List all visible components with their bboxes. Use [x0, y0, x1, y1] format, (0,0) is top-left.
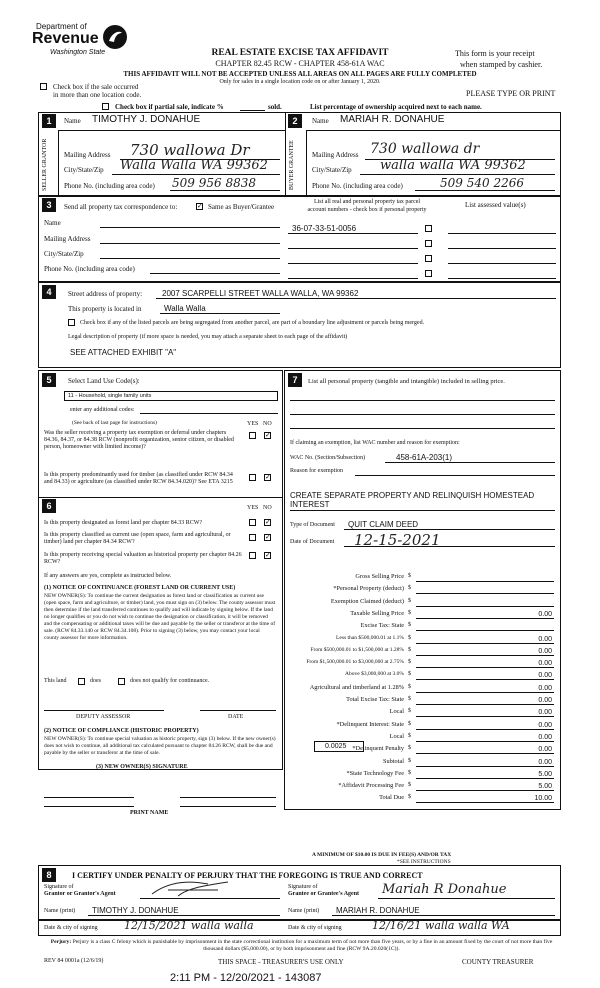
section-7-number: 7 — [288, 373, 302, 387]
tax-row-line — [416, 741, 554, 742]
tax-row-value[interactable]: 0.00 — [538, 672, 552, 680]
print-name-label: PRINT NAME — [130, 810, 169, 816]
accept-notice: THIS AFFIDAVIT WILL NOT BE ACCEPTED UNLESS ALL AREAS ON ALL PAGES ARE FULLY COMPLETED — [123, 70, 477, 78]
s5-q2-no[interactable]: ✓ — [265, 473, 271, 481]
tax-row-value[interactable]: 0.00 — [538, 721, 552, 729]
tax-row-line — [416, 606, 554, 607]
parcel-list-header-1: List all real and personal property tax parcel — [313, 199, 421, 205]
tax-row-line — [416, 790, 554, 791]
tax-row-dollar: $ — [408, 659, 411, 666]
tax-row-dollar: $ — [408, 708, 411, 715]
deputy-date-label: DATE — [228, 714, 244, 720]
tax-row-line — [416, 593, 554, 594]
tax-row-label: From $1,500,000.01 to $3,000,000 at 2.75% — [306, 659, 404, 666]
ownership-note: List percentage of ownership acquired next to each name. — [310, 103, 482, 111]
reason-label: Reason for exemption — [290, 468, 343, 474]
tax-row-dollar: $ — [408, 794, 411, 801]
tax-row-value[interactable]: 0.00 — [538, 709, 552, 717]
buyer-city[interactable]: walla walla WA 99362 — [380, 158, 526, 173]
located-in[interactable]: Walla Walla — [164, 304, 206, 313]
segregated-checkbox[interactable] — [68, 319, 75, 326]
doc-type-label: Type of Document — [290, 522, 335, 528]
section-1-number: 1 — [42, 114, 56, 128]
tax-row-dollar: $ — [408, 609, 411, 616]
tax-row-value[interactable]: 0.00 — [538, 684, 552, 692]
does-label: does — [90, 678, 101, 684]
grantee-date-city-label: Date & city of signing — [288, 925, 342, 931]
doc-type[interactable]: QUIT CLAIM DEED — [348, 520, 419, 529]
sold-label: sold. — [268, 103, 282, 111]
seller-city[interactable]: Walla Walla WA 99362 — [120, 158, 268, 173]
buyer-name-label: Name — [312, 117, 329, 125]
does-not-label: does not qualify for continuance. — [130, 678, 210, 684]
grantee-signature[interactable]: Mariah R Donahue — [382, 882, 507, 897]
tax-row-value[interactable]: 0.00 — [538, 697, 552, 704]
street-label: Street address of property: — [68, 290, 143, 298]
section-8-number: 8 — [42, 868, 56, 882]
tax-row-label: Above $3,000,000 at 3.0% — [345, 671, 404, 678]
tax-row-label: Local — [389, 732, 404, 740]
single-location-note: Only for sales in a single location code on or after January 1, 2020. — [219, 79, 381, 85]
grantor-sig-label-2: Grantor or Grantor's Agent — [44, 891, 116, 897]
street-address[interactable]: 2007 SCARPELLI STREET WALLA WALLA, WA 99362 — [162, 289, 359, 298]
seller-side-label: SELLER GRANTOR — [42, 138, 48, 192]
tax-row-dollar: $ — [408, 634, 411, 641]
s6-q3-yes[interactable] — [249, 552, 256, 559]
tax-row-line — [416, 630, 554, 631]
assessed-header: List assessed value(s) — [465, 201, 526, 209]
grantee-sig-label-1: Signature of — [288, 884, 318, 890]
tax-row-dollar: $ — [408, 622, 411, 629]
tax-row-line — [416, 802, 554, 803]
land-use-label: Select Land Use Code(s): — [68, 377, 140, 385]
tax-row-dollar: $ — [408, 646, 411, 653]
tax-row-dollar: $ — [408, 745, 411, 752]
minimum-note: A MINIMUM OF $10.00 IS DUE IN FEE(S) AND/OR TAX — [312, 852, 452, 858]
treasurer-use-label: THIS SPACE - TREASURER'S USE ONLY — [218, 958, 344, 966]
tax-row-value[interactable]: 0.00 — [538, 733, 552, 741]
s6-question-1: Is this property designated as forest land per chapter 84.33 RCW? — [44, 520, 203, 526]
tax-row-line — [416, 778, 554, 779]
s3-phone-label: Phone No. (including area code) — [44, 265, 135, 273]
form-revision: REV 84 0001a (12/6/19) — [44, 958, 104, 964]
multi-location-checkbox[interactable] — [40, 83, 47, 90]
tax-row-label: Less than $500,000.01 at 1.1% — [336, 634, 404, 641]
wac-number[interactable]: 458-61A-203(1) — [396, 453, 453, 462]
legal-description[interactable]: SEE ATTACHED EXHIBIT "A" — [70, 348, 177, 357]
tax-row-dollar: $ — [408, 585, 411, 592]
county-treasurer-label: COUNTY TREASURER — [462, 958, 534, 966]
multi-location-label-1: Check box if the sale occurred — [53, 83, 139, 91]
receipt-line1: This form is your receipt — [455, 49, 535, 58]
tax-row-label: Exemption Claimed (deduct) — [330, 597, 404, 605]
personal-property-checkbox-2[interactable] — [425, 240, 432, 247]
s6-q3-no[interactable]: ✓ — [265, 551, 271, 559]
doc-date-label: Date of Document — [290, 539, 335, 545]
tax-row-dollar: $ — [408, 769, 411, 776]
s6-yes-label: YES — [247, 505, 259, 511]
tax-row-label: Agricultural and timberland at 1.28% — [309, 683, 404, 691]
s3-mailing-label: Mailing Address — [44, 235, 91, 243]
tax-row-label: Total Due — [379, 794, 404, 802]
section-2-number: 2 — [288, 114, 302, 128]
tax-row-value[interactable]: 10.00 — [534, 795, 552, 803]
grantor-date-city-label: Date & city of signing — [44, 925, 98, 931]
washington-logo-icon — [102, 24, 128, 50]
section-4-number: 4 — [42, 285, 56, 299]
tax-row-line — [416, 581, 554, 582]
tax-row-line — [416, 716, 554, 717]
parcel-number-1[interactable]: 36-07-33-51-0056 — [292, 224, 357, 233]
s6-no-label: NO — [263, 505, 272, 511]
notice-2-body: NEW OWNER(S): To continue special valuation as historic property, sign (3) below. If the new owner(s) does not wish to continue, all additional tax calculated pursuant to chapter 84.26 RCW, shall be due and payable by the seller or transferor at the time of sale. — [44, 736, 276, 756]
notice-1-body: NEW OWNER(S): To continue the current designation as forest land or classification as current use (open space, farm and agriculture, or timber) land, you must sign on (3) below. The county assessor must then determine if the land transferred continues to qualify and will indicate by signing below. If the land no longer qualifies or you do not wish to continue the designation or classification, it will be removed and the compensating or additional taxes will be due and payable by the seller or transferor at the time of sale. (RCW 84.33.140 or RCW 84.34.108). Prior to signing (3) below, you may contact your local county assessor for more information. — [44, 593, 276, 641]
if-yes-note: If any answers are yes, complete as instructed below. — [44, 573, 172, 579]
seller-mailing-label: Mailing Address — [64, 151, 111, 159]
buyer-phone-label: Phone No. (including area code) — [312, 182, 403, 190]
tax-row-label: Excise Tax: State — [360, 622, 404, 630]
seller-name[interactable]: TIMOTHY J. DONAHUE — [92, 114, 201, 125]
grantor-print-name[interactable]: TIMOTHY J. DONAHUE — [92, 906, 179, 915]
perjury-label: Perjury: — [50, 939, 72, 945]
personal-property-checkbox-3[interactable] — [425, 255, 432, 262]
deputy-assessor-label: DEPUTY ASSESSOR — [76, 714, 131, 720]
land-use-select[interactable] — [64, 391, 278, 401]
notice-2-title: (2) NOTICE OF COMPLIANCE (HISTORIC PROPERTY) — [44, 728, 199, 734]
grantee-date-city[interactable]: 12/16/21 walla walla WA — [372, 919, 510, 932]
this-land-label: This land — [44, 678, 67, 684]
perjury-text: Perjury is a class C felony which is punishable by imprisonment in the state correctional institution for a maximum term of not more than five years, or by a fine in an amount fixed by the court of not more than five thousand dollars ($5,000.00), or by both imprisonment and fine (RCW 9A.20.020(1C)). — [72, 939, 553, 952]
tax-row-dollar: $ — [408, 683, 411, 690]
dept-line3: Washington State — [50, 49, 106, 56]
grantor-sig-label-1: Signature of — [44, 884, 74, 890]
tax-row-value[interactable]: 0.00 — [538, 635, 552, 643]
doc-date[interactable]: 12-15-2021 — [354, 531, 441, 549]
dept-line2: Revenue — [32, 30, 99, 47]
tax-row-dollar: $ — [408, 573, 411, 579]
exemption-label: If claiming an exemption, list WAC number and reason for exemption: — [290, 440, 460, 446]
partial-sale-label: Check box if partial sale, indicate % — [115, 103, 224, 111]
tax-row-line — [416, 679, 554, 680]
s3-name-label: Name — [44, 219, 61, 227]
tax-row-label: Local — [389, 708, 404, 716]
tax-row-dollar: $ — [408, 597, 411, 604]
section-5-number: 5 — [42, 373, 56, 387]
tax-row-value[interactable]: 0.00 — [538, 746, 552, 754]
seller-mailing[interactable]: 730 wallowa Dr — [130, 141, 250, 159]
tax-row-line — [416, 618, 554, 619]
tax-row-label: Taxable Selling Price — [350, 609, 404, 617]
grantee-print-name[interactable]: MARIAH R. DONAHUE — [336, 906, 420, 915]
buyer-name[interactable]: MARIAH R. DONAHUE — [340, 114, 445, 125]
tax-row-line — [416, 729, 554, 730]
tax-row-dollar: $ — [408, 696, 411, 702]
s6-q1-no[interactable]: ✓ — [265, 518, 271, 526]
buyer-phone[interactable]: 509 540 2266 — [440, 176, 524, 190]
tax-row-label: From $500,000.01 to $1,500,000 at 1.28% — [310, 646, 404, 653]
seller-city-label: City/State/Zip — [64, 166, 104, 174]
see-back-label: (See back of last page for instructions) — [72, 420, 157, 426]
land-does-not-checkbox[interactable] — [118, 678, 125, 685]
parcel-list-header-2: account numbers - check box if personal property — [307, 207, 427, 213]
buyer-side-label: BUYER GRANTEE — [289, 140, 295, 190]
tax-row-line — [416, 643, 554, 644]
tax-row-label: *Affidavit Processing Fee — [338, 782, 404, 790]
s6-question-3: Is this property receiving special valuation as historical property per chapter 84.26 RCW? — [44, 552, 242, 565]
tax-row-line — [416, 655, 554, 656]
s5-yes-label: YES — [247, 421, 259, 427]
local-rate-box[interactable] — [314, 741, 364, 752]
local-rate: 0.0025 — [325, 743, 347, 750]
same-as-buyer-checkbox[interactable]: ✓ — [197, 202, 203, 210]
notice-1-title: (1) NOTICE OF CONTINUANCE (FOREST LAND OR CURRENT USE) — [44, 585, 236, 591]
seller-phone-label: Phone No. (including area code) — [64, 182, 155, 190]
tax-row-line — [416, 704, 554, 705]
s6-q2-no[interactable]: ✓ — [265, 533, 271, 541]
s6-q2-yes[interactable] — [249, 534, 256, 541]
tax-row-dollar: $ — [408, 671, 411, 678]
print-note: PLEASE TYPE OR PRINT — [466, 89, 556, 98]
land-use-value: 11 - Household, single family units — [68, 393, 152, 399]
s5-no-label: NO — [263, 421, 272, 427]
tax-row-value[interactable]: 5.00 — [538, 770, 552, 778]
tax-row-label: *Delinquent Interest: State — [336, 720, 404, 728]
perjury-statement — [44, 939, 559, 953]
buyer-city-label: City/State/Zip — [312, 166, 352, 174]
tax-row-dollar: $ — [408, 720, 411, 727]
s5-question-2: Is this property predominantly used for timber (as classified under RCW 84.34 and 84.33) or agriculture (as classified under RCW 84.34.020)? See ETA 3215 — [44, 472, 233, 485]
tax-row-label: *Delinquent Penalty — [352, 745, 404, 753]
section-3-number: 3 — [42, 198, 56, 212]
grantee-sig-label-2: Grantee or Grantee's Agent — [288, 891, 360, 897]
receipt-line2: when stamped by cashier. — [460, 60, 543, 69]
grantor-signature[interactable] — [148, 878, 238, 900]
same-as-buyer-label: Same as Buyer/Grantee — [208, 203, 275, 211]
tax-row-value[interactable]: 0.00 — [538, 758, 552, 766]
personal-property-checkbox-1[interactable] — [425, 225, 432, 232]
form-subtitle: CHAPTER 82.45 RCW - CHAPTER 458-61A WAC — [215, 59, 385, 68]
partial-sale-checkbox[interactable] — [102, 103, 109, 110]
recording-stamp: 2:11 PM - 12/20/2021 - 143087 — [170, 972, 322, 984]
personal-property-label: List all personal property (tangible and intangible) included in selling price. — [308, 378, 505, 385]
grantor-name-label: Name (print) — [44, 908, 76, 914]
tax-row-label: Gross Selling Price — [355, 573, 404, 580]
located-label: This property is located in — [68, 305, 142, 313]
tax-row-line — [416, 766, 554, 767]
grantee-name-label: Name (print) — [288, 908, 320, 914]
tax-row-label: Total Excise Tax: State — [346, 696, 404, 703]
buyer-mailing-label: Mailing Address — [312, 151, 359, 159]
s6-q1-yes[interactable] — [249, 519, 256, 526]
certify-label: I CERTIFY UNDER PENALTY OF PERJURY THAT THE FOREGOING IS TRUE AND CORRECT — [72, 871, 423, 880]
exemption-reason[interactable]: CREATE SEPARATE PROPERTY AND RELINQUISH HOMESTEAD INTEREST — [290, 491, 535, 509]
dept-line1: Department of — [36, 22, 87, 31]
seller-name-label: Name — [64, 117, 81, 125]
legal-label: Legal description of property (if more space is needed, you may attach a separate sheet to each page of the affidavit) — [68, 334, 348, 340]
see-instructions: *SEE INSTRUCTIONS — [397, 859, 451, 865]
tax-row-label: *Personal Property (deduct) — [333, 585, 404, 593]
tax-row-value[interactable]: 0.00 — [538, 610, 552, 618]
new-owner-signature-title: (3) NEW OWNER(S) SIGNATURE — [96, 764, 188, 770]
tax-row-value[interactable]: 0.00 — [538, 660, 552, 668]
tax-row-value[interactable]: 0.00 — [538, 647, 552, 655]
personal-property-checkbox-4[interactable] — [425, 270, 432, 277]
buyer-mailing[interactable]: 730 wallowa dr — [370, 141, 480, 157]
tax-row-dollar: $ — [408, 732, 411, 739]
s6-question-2: Is this property classified as current use (open space, farm and agricultural, or timber) land per chapter 84.34 RCW? — [44, 532, 231, 545]
s5-question-1: Was the seller receiving a property tax exemption or deferral under chapters 84.36, 84.37, or 84.38 RCW (nonprofit organization, senior citizen, or disabled person, homeowner with limited income)? — [44, 430, 234, 450]
wac-label: WAC No. (Section/Subsection) — [290, 455, 366, 461]
tax-row-value[interactable]: 5.00 — [538, 783, 552, 791]
partial-percent-line[interactable] — [240, 110, 265, 111]
additional-codes-label: enter any additional codes: — [70, 407, 135, 413]
form-title: REAL ESTATE EXCISE TAX AFFIDAVIT — [211, 48, 389, 58]
grantor-date-city[interactable]: 12/15/2021 walla walla — [124, 919, 254, 932]
s5-q2-yes[interactable] — [249, 474, 256, 481]
tax-row-label: Subtotal — [383, 757, 404, 765]
tax-row-line — [416, 692, 554, 693]
seller-phone[interactable]: 509 956 8838 — [172, 176, 256, 190]
land-does-checkbox[interactable] — [78, 678, 85, 685]
tax-row-line — [416, 753, 554, 754]
section-6-number: 6 — [42, 499, 56, 513]
s3-city-label: City/State/Zip — [44, 250, 84, 258]
segregated-label: Check box if any of the listed parcels are being segregated from another parcel, are part of a boundary line adjustment or parcels being merged. — [80, 320, 425, 326]
multi-location-label-2: in more than one location code. — [53, 91, 142, 99]
tax-row-dollar: $ — [408, 782, 411, 789]
s5-q1-yes[interactable] — [249, 432, 256, 439]
tax-row-line — [416, 667, 554, 668]
s5-q1-no[interactable]: ✓ — [265, 431, 271, 439]
send-correspondence-label: Send all property tax correspondence to: — [64, 203, 178, 211]
tax-row-label: *State Technology Fee — [346, 769, 404, 777]
dor-logo — [30, 22, 130, 64]
tax-row-dollar: $ — [408, 757, 411, 764]
